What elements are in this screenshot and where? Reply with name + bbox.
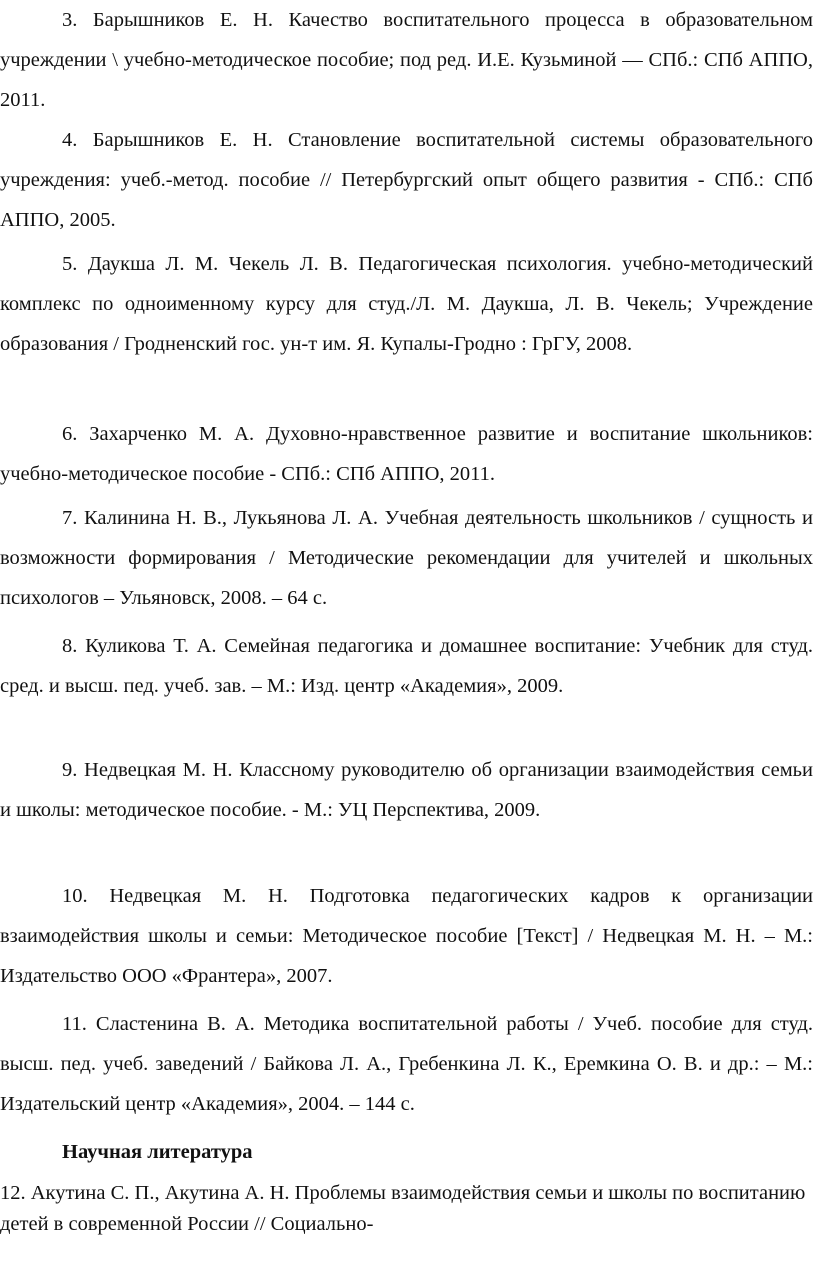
- section-heading: Научная литература: [62, 1141, 253, 1163]
- reference-item: [0, 0, 813, 120]
- reference-item: [0, 1178, 813, 1240]
- reference-item: [0, 750, 813, 830]
- reference-item: [0, 244, 813, 364]
- reference-number: 6.: [62, 423, 78, 445]
- reference-number: 5.: [62, 253, 78, 275]
- reference-text: Сластенина В. А. Методика воспитательной работы / Учеб. пособие для студ. высш. пед. учеб. заведений / Байкова Л. А., Гребенкина Л. К., Еремкина О. В. и др.: – М.: Издательский центр «Академия», 2004. – 144 с.: [0, 1013, 813, 1115]
- reference-text: Даукша Л. М. Чекель Л. В. Педагогическая психология. учебно-методический комплекс по одноименному курсу для студ./Л. М. Даукша, Л. В. Чекель; Учреждение образования / Гродненский гос. ун-т им. Я. Купалы-Гродно : ГрГУ, 2008.: [0, 253, 813, 355]
- reference-number: 7.: [62, 507, 78, 529]
- reference-text: Недвецкая М. Н. Классному руководителю об организации взаимодействия семьи и школы: методическое пособие. - М.: УЦ Перспектива, 2009.: [0, 759, 813, 821]
- reference-text: Барышников Е. Н. Качество воспитательного процесса в образовательном учреждении \ учебно-методическое пособие; под ред. И.Е. Кузьминой — СПб.: СПб АППО, 2011.: [0, 9, 813, 111]
- reference-item: [0, 626, 813, 706]
- reference-number: 11.: [62, 1013, 87, 1035]
- reference-number: 12.: [0, 1182, 26, 1204]
- reference-text: Недвецкая М. Н. Подготовка педагогических кадров к организации взаимодействия школы и семьи: Методическое пособие [Текст] / Недвецкая М. Н. – М.: Издательство ООО «Франтера», 2007.: [0, 885, 814, 987]
- reference-text: Куликова Т. А. Семейная педагогика и домашнее воспитание: Учебник для студ. сред. и высш. пед. учеб. зав. – М.: Изд. центр «Академия», 2009.: [0, 635, 813, 697]
- reference-number: 4.: [62, 129, 78, 151]
- reference-number: 10.: [62, 885, 88, 907]
- reference-text: Акутина С. П., Акутина А. Н. Проблемы взаимодействия семьи и школы по воспитанию детей в современной России // Социально-: [0, 1182, 806, 1235]
- reference-number: 8.: [62, 635, 78, 657]
- reference-number: 9.: [62, 759, 78, 781]
- reference-item: [0, 1004, 813, 1124]
- reference-number: 3.: [62, 9, 78, 31]
- reference-text: Захарченко М. А. Духовно-нравственное развитие и воспитание школьников: учебно-методическое пособие - СПб.: СПб АППО, 2011.: [0, 423, 813, 485]
- reference-item: [0, 876, 813, 996]
- reference-item: [0, 498, 813, 618]
- reference-text: Барышников Е. Н. Становление воспитательной системы образовательного учреждения: учеб.-метод. пособие // Петербургский опыт общего развития - СПб.: СПб АППО, 2005.: [0, 129, 813, 231]
- reference-item: [0, 414, 813, 494]
- reference-item: [0, 120, 813, 240]
- reference-text: Калинина Н. В., Лукьянова Л. А. Учебная деятельность школьников / сущность и возможности формирования / Методические рекомендации для учителей и школьных психологов – Ульяновск, 2008. – 64 с.: [0, 507, 813, 609]
